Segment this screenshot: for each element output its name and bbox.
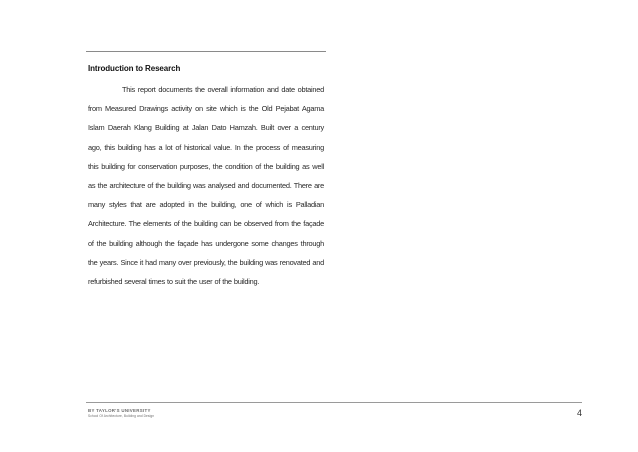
university-logo	[88, 408, 208, 419]
section-heading: Introduction to Research	[88, 64, 181, 73]
logo-title: BY TAYLOR'S UNIVERSITY	[88, 408, 151, 413]
footer-divider	[86, 402, 582, 403]
page-number: 4	[576, 408, 582, 418]
content-block	[88, 64, 324, 291]
header-divider	[86, 51, 326, 52]
body-paragraph: This report documents the overall information and date obtained from Measured Drawings activity on site which is the Old Pejabat Agama Islam Daerah Klang Building at Jalan Dato Hamzah. Built over a century ago, this building has a lot of historical value. In the process of measuring this building for conservation purposes, the condition of the building as well as the architecture of the building was analysed and documented. There are many styles that are adopted in the building, one of which is Palladian Architecture. The elements of the building can be observed from the façade of the building although the façade has undergone some changes through the years. Since it had many over previously, the building was renovated and refurbished several times to suit the user of the building.	[88, 85, 324, 287]
logo-subtitle: School Of Architecture, Building and Design	[88, 414, 155, 418]
